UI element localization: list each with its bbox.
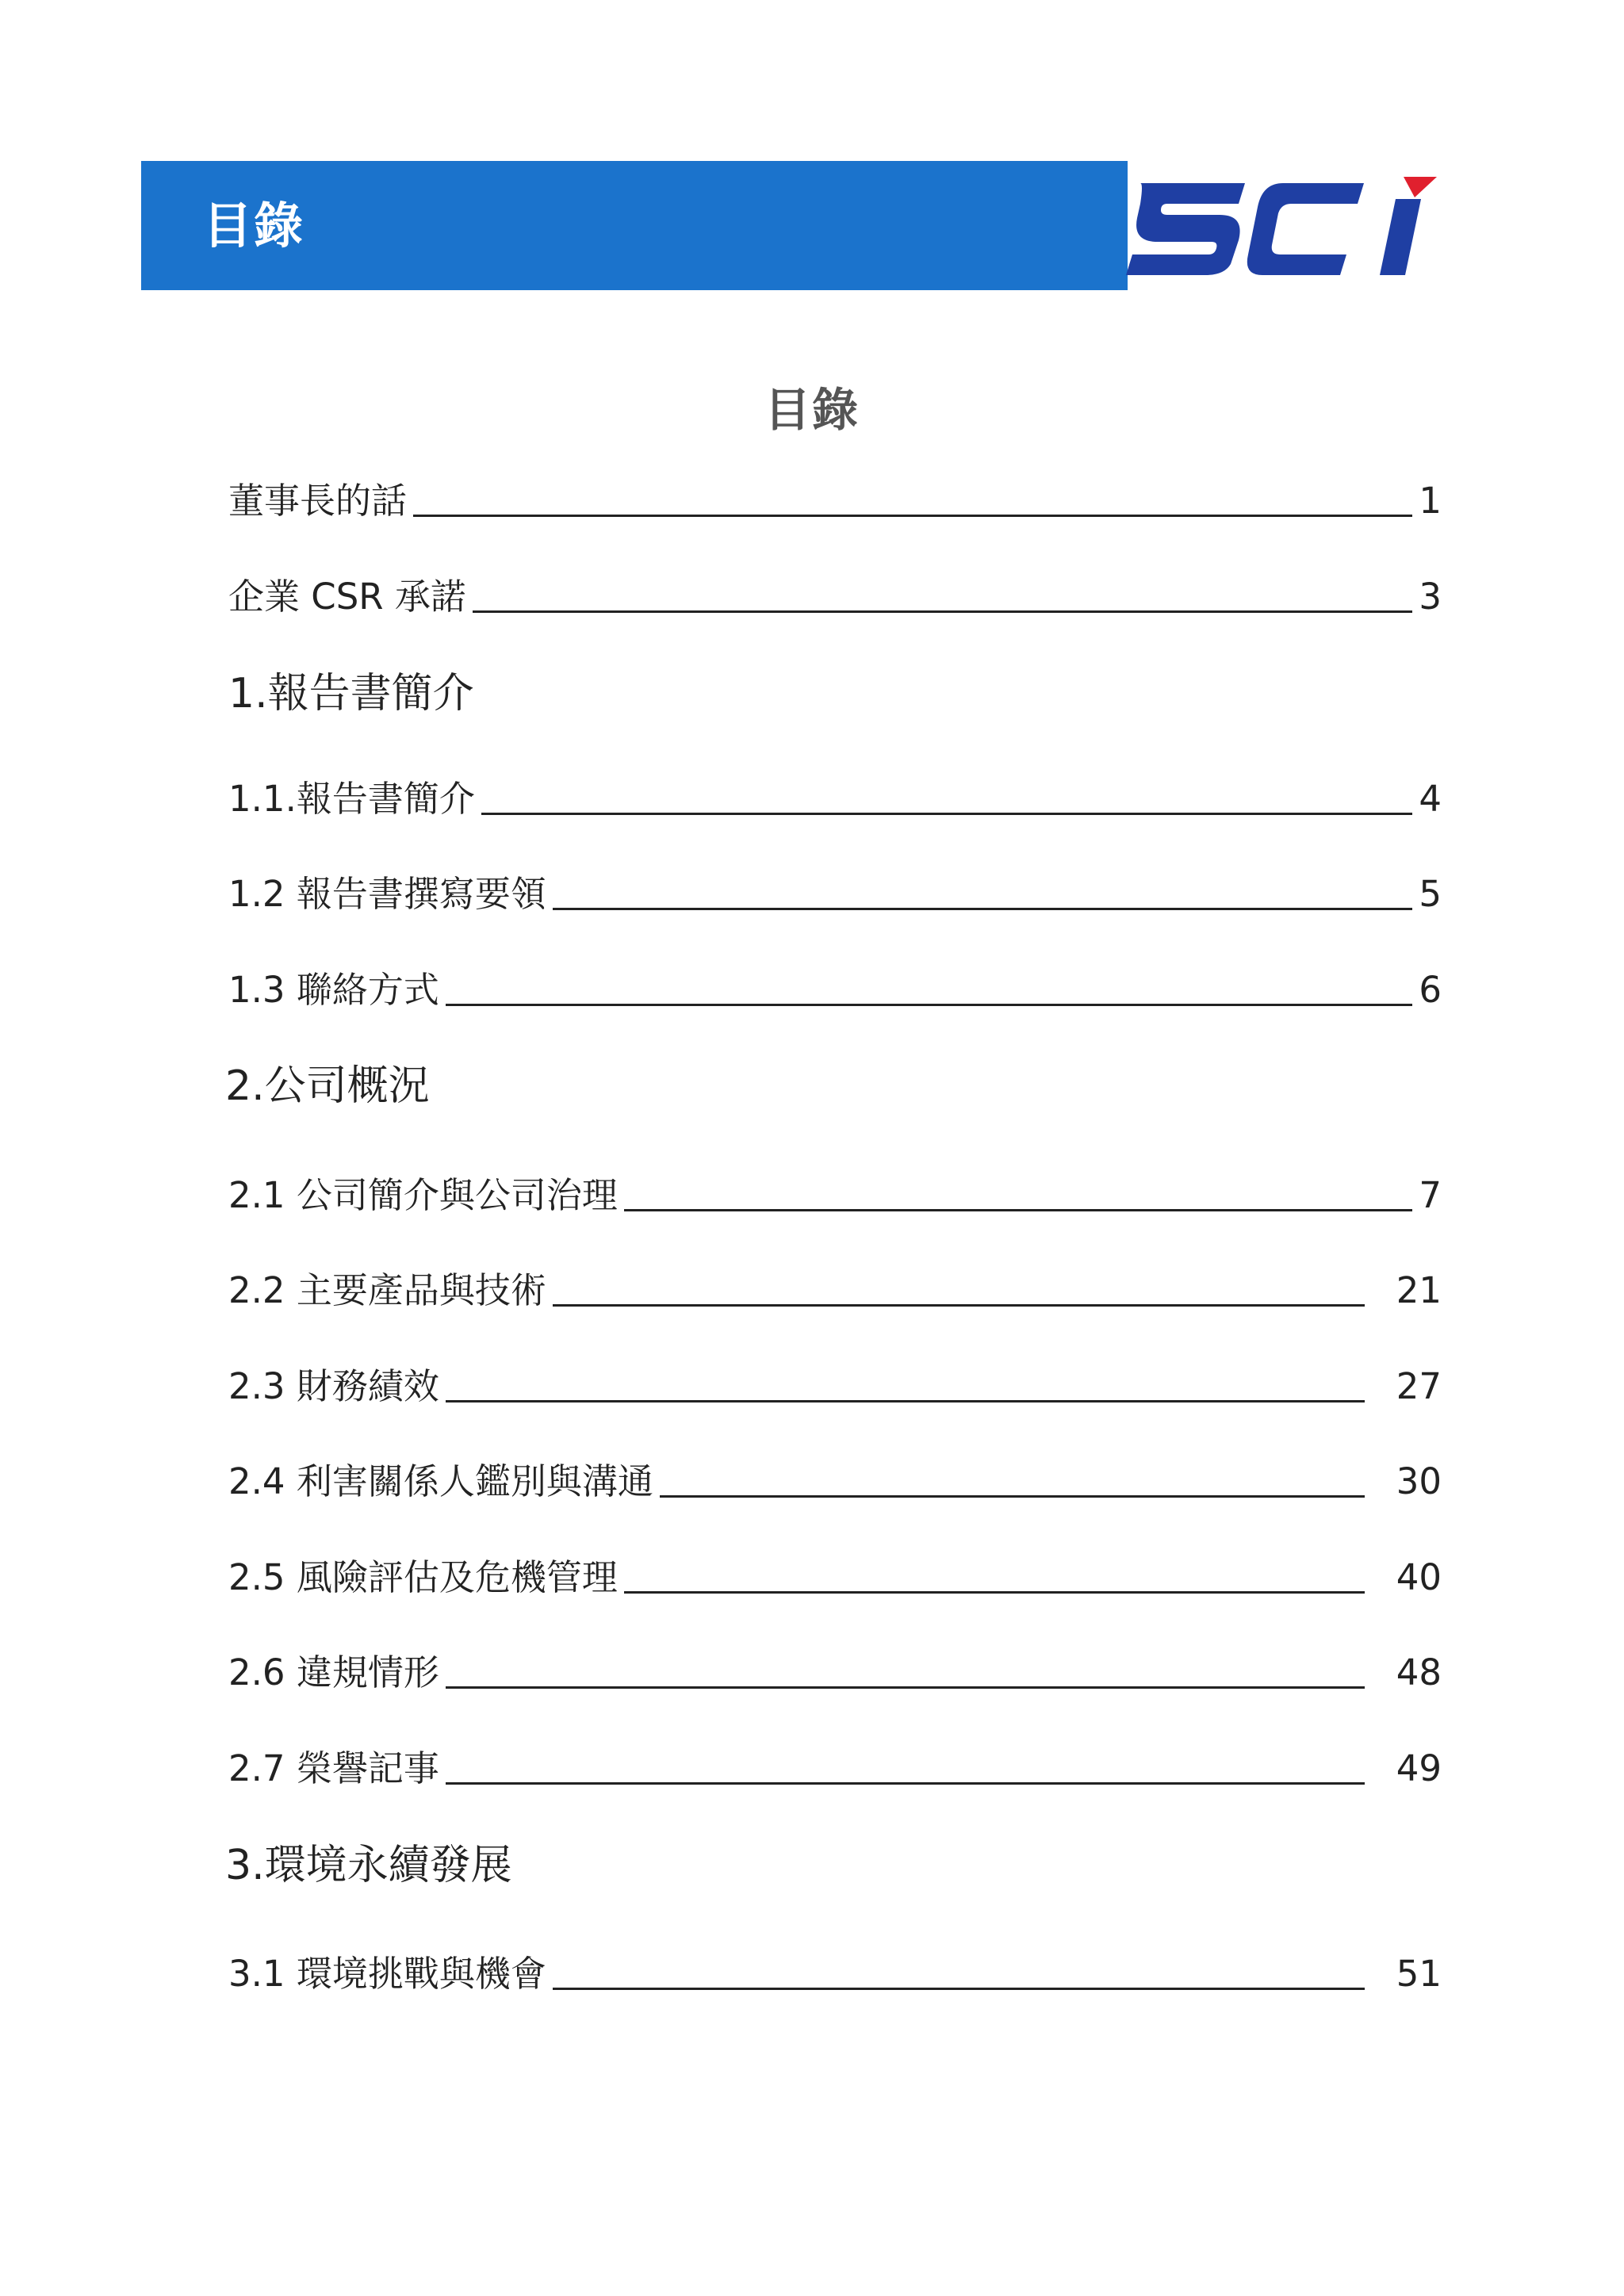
toc-entry-label: 2.7 榮譽記事 [228, 1747, 439, 1789]
toc-entry-label: 1.3 聯絡方式 [228, 969, 439, 1011]
toc-entry[interactable] [228, 966, 1442, 1014]
toc-entry-label: 企業 CSR 承諾 [228, 576, 466, 618]
toc-entry[interactable] [228, 1649, 1442, 1697]
toc-leader [473, 610, 1412, 613]
toc-entry-label: 1.1.報告書簡介 [228, 778, 475, 820]
toc-entry-page: 21 [1396, 1269, 1442, 1311]
logo-accent [1404, 177, 1437, 197]
toc-entry[interactable] [228, 871, 1442, 918]
toc-leader [553, 908, 1412, 910]
toc-entry-label: 2.6 違規情形 [228, 1651, 439, 1693]
sci-logo [1126, 163, 1483, 289]
toc-entry-label: 2.3 財務績效 [228, 1365, 439, 1407]
header-bar [141, 161, 1128, 290]
toc-leader [660, 1495, 1365, 1498]
toc-entry-label: 董事長的話 [228, 480, 408, 522]
toc-entry-page: 27 [1396, 1365, 1442, 1407]
toc-leader [553, 1304, 1365, 1307]
toc-entry-label: 2.2 主要產品與技術 [228, 1269, 546, 1311]
toc-entry-label: 2.1 公司簡介與公司治理 [228, 1174, 618, 1216]
toc-leader [481, 813, 1412, 815]
toc-entry-page: 48 [1396, 1651, 1442, 1693]
toc-entry[interactable] [228, 1267, 1442, 1314]
toc-entry-label: 3.1 環境挑戰與機會 [228, 1953, 546, 1995]
toc-entry[interactable] [228, 1172, 1442, 1219]
toc-leader [624, 1591, 1365, 1594]
toc-entry-page: 30 [1396, 1460, 1442, 1502]
toc-entry-page: 3 [1419, 576, 1442, 618]
toc-leader [446, 1782, 1365, 1785]
toc-entry-page: 1 [1419, 480, 1442, 522]
toc-entry-label: 2.4 利害關係人鑑別與溝通 [228, 1460, 653, 1502]
toc-entry-page: 5 [1419, 873, 1442, 915]
toc-entry[interactable] [228, 1363, 1442, 1410]
header-title: 目錄 [203, 197, 305, 254]
section-heading[interactable]: 1.報告書簡介 [228, 670, 474, 718]
toc-entry-page: 6 [1419, 969, 1442, 1011]
section-heading[interactable]: 3.環境永續發展 [225, 1842, 512, 1889]
toc-entry[interactable] [228, 1554, 1442, 1601]
toc-leader [446, 1400, 1365, 1402]
toc-entry-page: 7 [1419, 1174, 1442, 1216]
toc-leader [446, 1686, 1365, 1689]
toc-entry[interactable] [228, 775, 1442, 823]
toc-entry-page: 40 [1396, 1556, 1442, 1598]
toc-title: 目錄 [764, 383, 860, 437]
toc-leader [446, 1004, 1412, 1006]
toc-entry-page: 51 [1396, 1953, 1442, 1995]
toc-entry-label: 1.2 報告書撰寫要領 [228, 873, 546, 915]
section-heading[interactable]: 2.公司概況 [225, 1062, 430, 1110]
toc-entry-page: 49 [1396, 1747, 1442, 1789]
toc-entry-page: 4 [1419, 778, 1442, 820]
toc-leader [553, 1988, 1365, 1990]
toc-entry[interactable] [228, 573, 1442, 621]
toc-entry-label: 2.5 風險評估及危機管理 [228, 1556, 618, 1598]
toc-entry[interactable] [228, 477, 1442, 525]
toc-entry[interactable] [228, 1458, 1442, 1506]
toc-entry[interactable] [228, 1745, 1442, 1793]
toc-leader [624, 1209, 1412, 1211]
toc-leader [413, 515, 1412, 517]
toc-entry[interactable] [228, 1950, 1442, 1998]
